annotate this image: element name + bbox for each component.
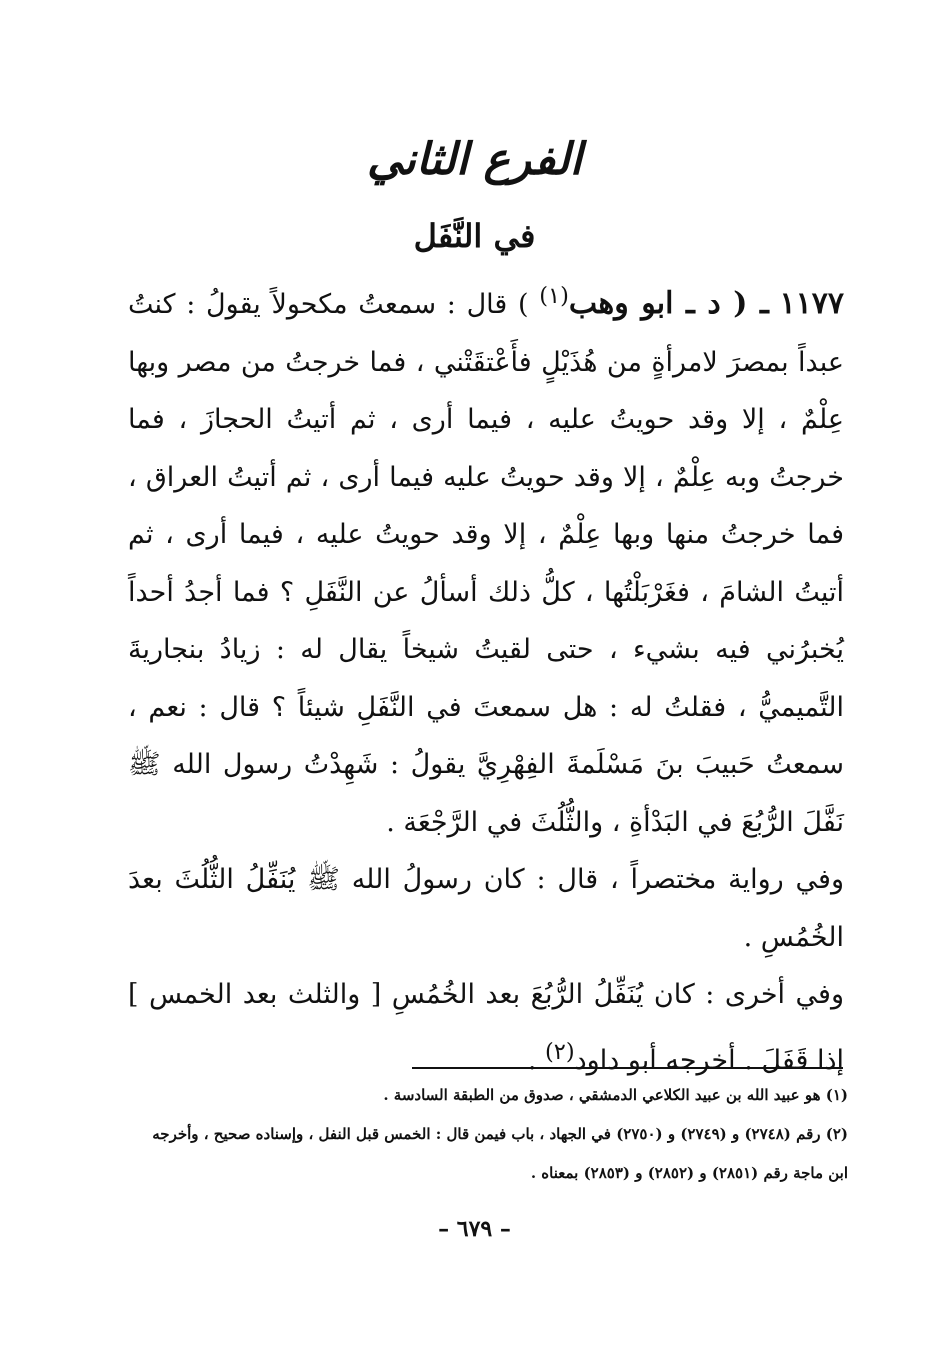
hadith-number: ١١٧٧ <box>779 286 844 321</box>
hadith-paragraph-2: وفي رواية مختصراً ، قال : كان رسولُ الله ﷺ يُنَفِّلُ الثُّلُثَ بعدَ الخُمُسِ . <box>128 864 844 953</box>
footnote-ref-1: (١) <box>539 283 569 309</box>
hadith-text-3a: وفي أخرى : كان يُنَفِّلُ الرُّبُعَ بعد الخُمُسِ [ والثلث بعد الخمس ] إذا قَفَلَ . أخرجه أبو داود <box>128 979 844 1076</box>
footnote-divider <box>412 1067 843 1069</box>
footnote-1: (١) هو عبيد الله بن عبيد الكلاعي الدمشقي ، صدوق من الطبقة السادسة . <box>383 1086 848 1104</box>
hadith-source: ( د ـ ابو وهب <box>568 286 748 321</box>
hadith-paragraph-1 <box>128 268 844 851</box>
footnote-ref-2: (٢) <box>545 1038 575 1065</box>
section-title: الفرع الثاني <box>367 134 582 185</box>
hadith-text-3b: . <box>527 1044 545 1076</box>
hadith-text-main: ) قال : سمعتُ مكحولاً يقولُ : كنتُ عبداً بمصرَ لامرأةٍ من هُذَيْلٍ فأَعْتقَتْني ، فما خرجتُ من مصر وبها عِلْمٌ ، إلا وقد حويتُ عليه ، فيما أرى ، ثم أتيتُ الحجازَ ، فما خرجتُ وبه عِلْمٌ ، إلا وقد حويتُ عليه فيما أرى ، ثم أتيتُ العراق ، فما خرجتُ منها وبها عِلْمٌ ، إلا وقد حويتُ عليه ، فيما أرى ، ثم أتيتُ الشامَ ، فغَرْبَلْتُها ، كلُّ ذلك أسألُ عن النَّفَلِ ؟ فما أجدُ أحداً يُخبرُني فيه بشيء ، حتى لقيتُ شيخاً يقال له : زيادُ بنجاريةَ التَّميميُّ ، فقلتُ له : هل سمعتَ في النَّفَلِ شيئاً ؟ قال : نعم ، سمعتُ حَبيبَ بنَ مَسْلَمةَ الفِهْرِيَّ يقولُ : شَهِدْتُ رسول الله ﷺ نَفَّلَ الرُّبُعَ في البَدْأةِ ، والثُّلُثَ في الرَّجْعَة . <box>128 289 844 838</box>
hadith-paragraph-3 <box>128 966 844 1089</box>
section-subtitle: في النَّفَل <box>413 217 536 255</box>
footnote-2: (٢) رقم (٢٧٤٨) و (٢٧٤٩) و (٢٧٥٠) في الجهاد ، باب فيمن قال : الخمس قبل النفل ، وإسناده صحيح ، وأخرجه ابن ماجة رقم (٢٨٥١) و (٢٨٥٢) و (٢٨٥٣) بمعناه . <box>152 1125 848 1182</box>
hadith-body <box>128 268 844 1089</box>
hadith-separator: ـ <box>747 286 769 321</box>
footnotes <box>128 1076 848 1193</box>
page-number: – ٦٧٩ – <box>438 1216 511 1242</box>
